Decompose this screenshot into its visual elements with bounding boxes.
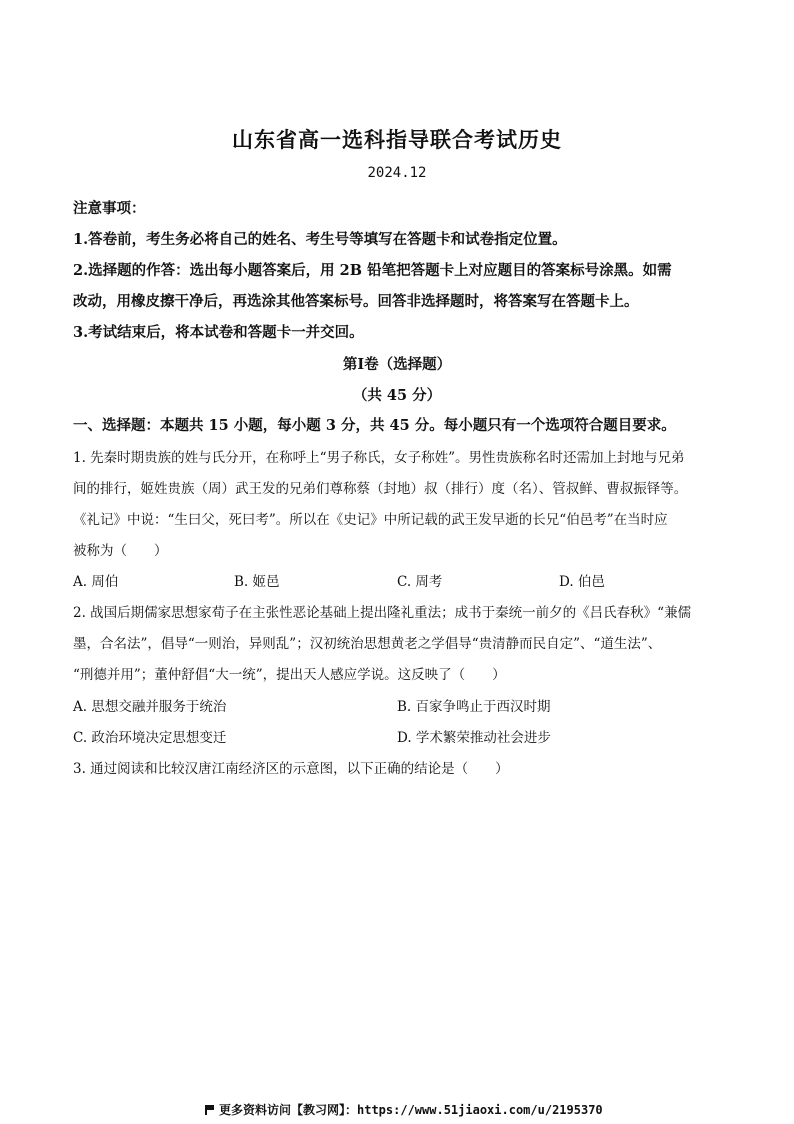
notice-heading: 注意事项： bbox=[73, 200, 146, 217]
exam-date: 2024.12 bbox=[367, 165, 427, 181]
section-title: 第Ⅰ卷（选择题） bbox=[342, 356, 452, 373]
footer bbox=[205, 1101, 603, 1118]
question-3-line-1: 3. 通过阅读和比较汉唐江南经济区的示意图，以下正确的结论是（ ） bbox=[73, 761, 509, 777]
section-score: （共 45 分） bbox=[352, 387, 442, 404]
question-2-line-3: “刑德并用”；董仲舒倡“大一统”，提出天人感应学说。这反映了（ ） bbox=[73, 667, 506, 683]
question-1-option-b: B. 姬邑 bbox=[234, 574, 280, 590]
page-title: 山东省高一选科指导联合考试历史 bbox=[232, 127, 562, 152]
question-2-option-d: D. 学术繁荣推动社会进步 bbox=[397, 730, 551, 746]
question-2-line-2: 墨，合名法”，倡导“一则治，异则乱”；汉初统治思想黄老之学倡导“贵清静而民自定”、“道生法”、 bbox=[73, 636, 662, 652]
notice-item-1: 1.答卷前，考生务必将自己的姓名、考生号等填写在答题卡和试卷指定位置。 bbox=[73, 231, 567, 248]
question-1-option-c: C. 周考 bbox=[397, 574, 443, 590]
question-2-option-b: B. 百家争鸣止于西汉时期 bbox=[397, 699, 551, 715]
question-1-option-d: D. 伯邑 bbox=[559, 574, 605, 590]
question-2-line-1: 2. 战国后期儒家思想家荀子在主张性恶论基础上提出隆礼重法；成书于秦统一前夕的《吕氏春秋》“兼儒 bbox=[73, 605, 692, 621]
flag-icon bbox=[205, 1105, 214, 1115]
footer-link[interactable]: 更多资料访问【教习网】：https://www.51jiaoxi.com/u/2195370 bbox=[219, 1103, 603, 1117]
question-1-line-3: 《礼记》中说：“生曰父，死曰考”。所以在《史记》中所记载的武王发早逝的长兄“伯邑考”在当时应 bbox=[73, 512, 668, 528]
notice-item-2-line-2: 改动，用橡皮擦干净后，再选涂其他答案标号。回答非选择题时，将答案写在答题卡上。 bbox=[73, 293, 639, 310]
notice-item-3: 3.考试结束后，将本试卷和答题卡一并交回。 bbox=[73, 324, 364, 341]
question-1-option-a: A. 周伯 bbox=[73, 574, 119, 590]
question-1-line-1: 1. 先秦时期贵族的姓与氏分开，在称呼上“男子称氏，女子称姓”。男性贵族称名时还需加上封地与兄弟 bbox=[73, 450, 685, 466]
section-instruction: 一、选择题：本题共 15 小题，每小题 3 分，共 45 分。每小题只有一个选项符合题目要求。 bbox=[73, 417, 676, 434]
question-2-option-a: A. 思想交融并服务于统治 bbox=[73, 699, 227, 715]
question-2-option-c: C. 政治环境决定思想变迁 bbox=[73, 730, 227, 746]
question-1-line-4: 被称为（ ） bbox=[73, 543, 168, 559]
notice-item-2-line-1: 2.选择题的作答：选出每小题答案后，用 2B 铅笔把答题卡上对应题目的答案标号涂黑。如需 bbox=[73, 262, 672, 279]
question-1-line-2: 间的排行，姬姓贵族（周）武王发的兄弟们尊称蔡（封地）叔（排行）度（名）、管叔鲜、曹叔振铎等。 bbox=[73, 481, 688, 497]
